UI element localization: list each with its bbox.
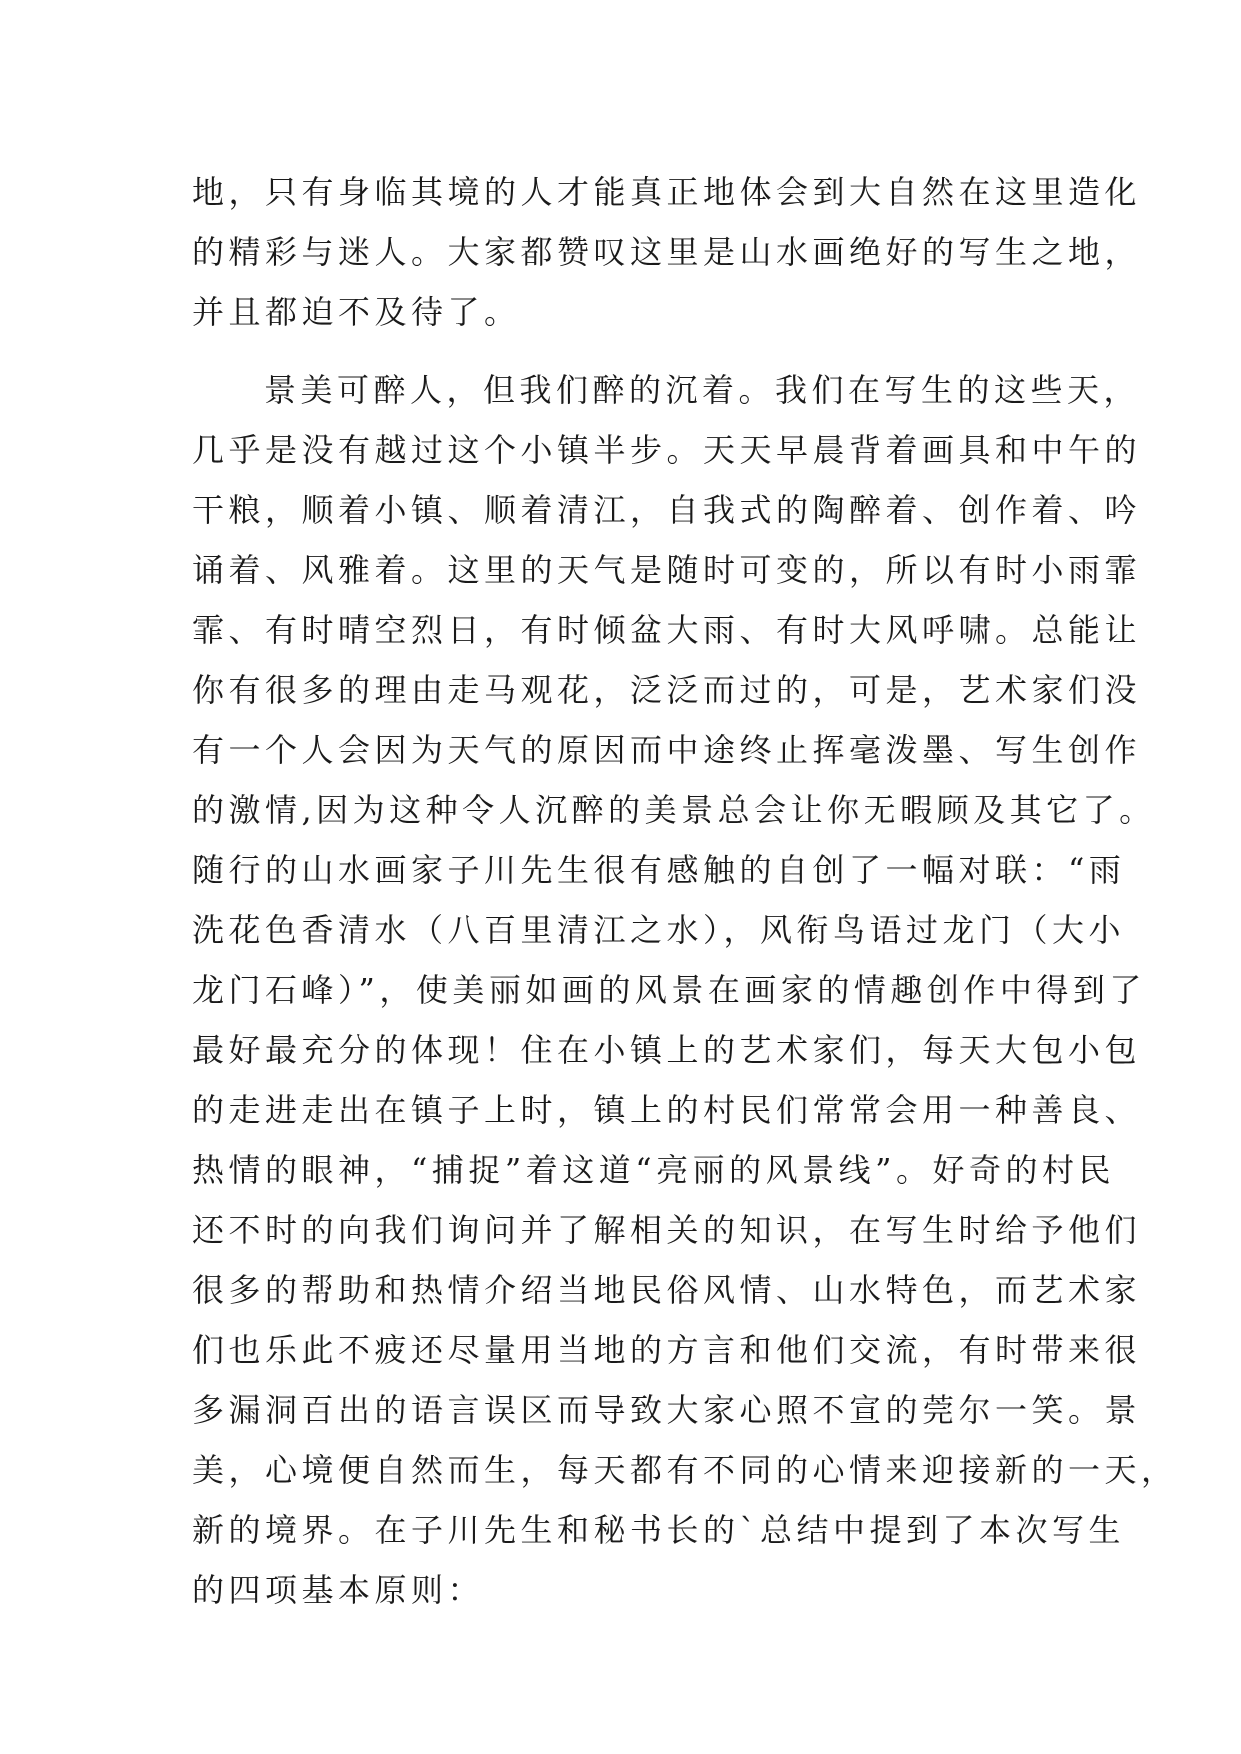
document-body — [192, 162, 1178, 1620]
paragraph-2 — [192, 360, 1178, 1620]
text-line: 美，心境便自然而生，每天都有不同的心情来迎接新的一天， — [192, 1451, 1178, 1489]
text-line: 的激情,因为这种令人沉醉的美景总会让你无暇顾及其它了。 — [192, 791, 1156, 829]
text-line: 龙门石峰）”，使美丽如画的风景在画家的情趣创作中得到了 — [192, 971, 1146, 1009]
paragraph-1 — [192, 162, 1142, 342]
text-line: 的精彩与迷人。大家都赞叹这里是山水画绝好的写生之地， — [192, 233, 1142, 271]
text-line: 的四项基本原则： — [192, 1571, 485, 1609]
text-line: 洗花色香清水（八百里清江之水），风衔鸟语过龙门（大小 — [192, 911, 1126, 949]
text-line: 新的境界。在子川先生和秘书长的`总结中提到了本次写生 — [192, 1511, 1126, 1549]
text-line: 干粮，顺着小镇、顺着清江，自我式的陶醉着、创作着、吟 — [192, 491, 1142, 529]
text-line: 热情的眼神，“捕捉”着这道“亮丽的风景线”。好奇的村民 — [192, 1151, 1115, 1189]
text-line: 还不时的向我们询问并了解相关的知识，在写生时给予他们 — [192, 1211, 1142, 1249]
text-line: 们也乐此不疲还尽量用当地的方言和他们交流，有时带来很 — [192, 1331, 1142, 1369]
text-line: 多漏洞百出的语言误区而导致大家心照不宣的莞尔一笑。景 — [192, 1391, 1142, 1429]
paragraph-spacer — [192, 342, 1092, 360]
text-line: 你有很多的理由走马观花，泛泛而过的，可是，艺术家们没 — [192, 671, 1142, 709]
text-line: 几乎是没有越过这个小镇半步。天天早晨背着画具和中午的 — [192, 431, 1142, 469]
text-line: 很多的帮助和热情介绍当地民俗风情、山水特色，而艺术家 — [192, 1271, 1142, 1309]
text-line: 并且都迫不及待了。 — [192, 293, 521, 331]
text-line: 地，只有身临其境的人才能真正地体会到大自然在这里造化 — [192, 173, 1142, 211]
text-line: 有一个人会因为天气的原因而中途终止挥毫泼墨、写生创作 — [192, 731, 1142, 769]
text-line: 诵着、风雅着。这里的天气是随时可变的，所以有时小雨霏 — [192, 551, 1142, 589]
text-line: 的走进走出在镇子上时，镇上的村民们常常会用一种善良、 — [192, 1091, 1142, 1129]
text-line: 霏、有时晴空烈日，有时倾盆大雨、有时大风呼啸。总能让 — [192, 611, 1142, 649]
text-line-indented: 景美可醉人，但我们醉的沉着。我们在写生的这些天， — [264, 371, 1141, 409]
text-line: 随行的山水画家子川先生很有感触的自创了一幅对联：“雨 — [192, 851, 1126, 889]
text-line: 最好最充分的体现！住在小镇上的艺术家们，每天大包小包 — [192, 1031, 1142, 1069]
